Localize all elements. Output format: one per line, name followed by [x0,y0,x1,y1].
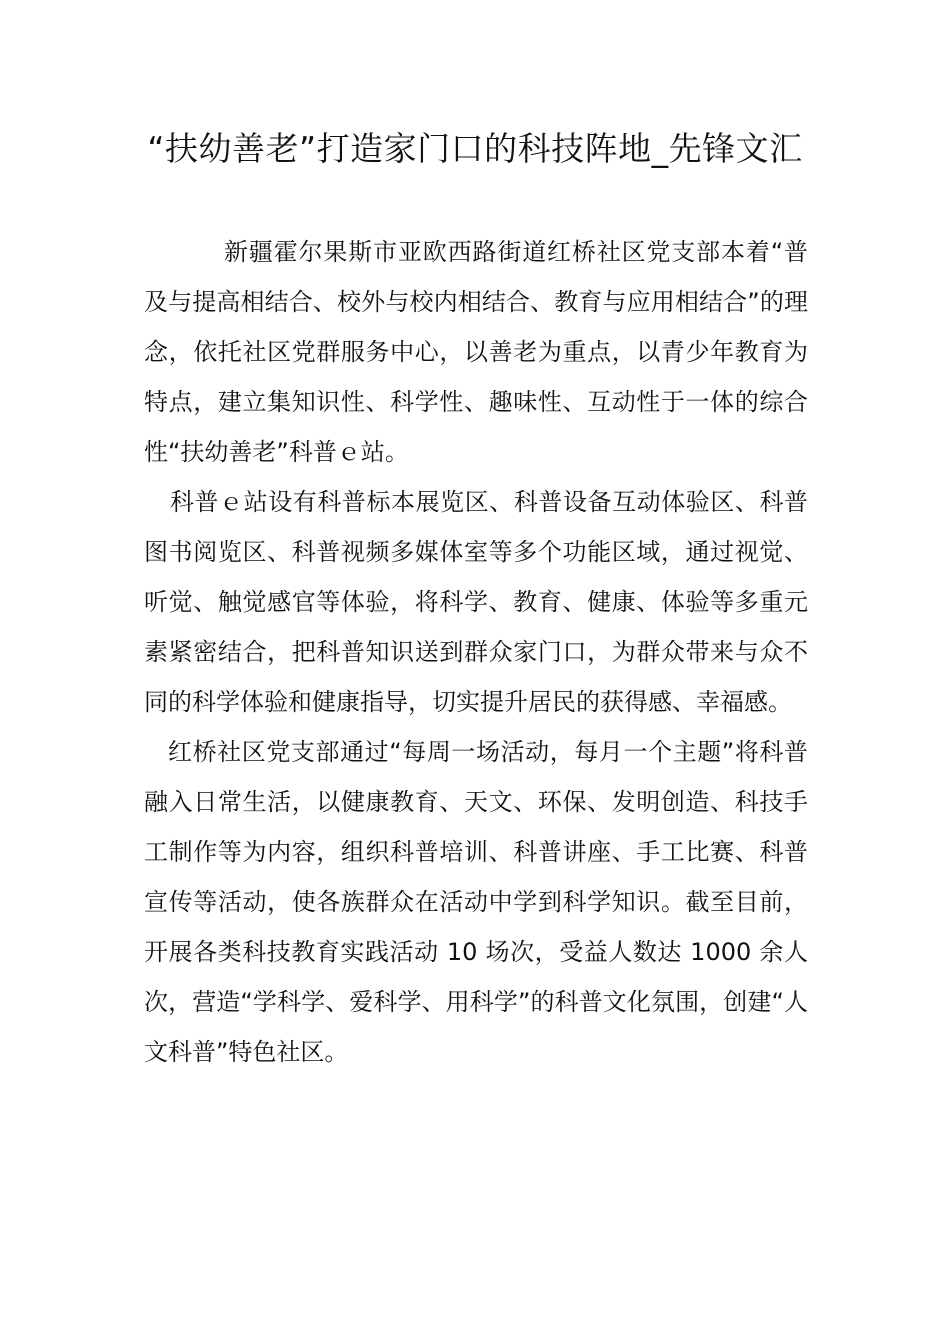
paragraph-activities: 红桥社区党支部通过“每周一场活动，每月一个主题”将科普融入日常生活，以健康教育、天文、环保、发明创造、科技手工制作等为内容，组织科普培训、科普讲座、手工比赛、科普宣传等活动，使各族群众在活动中学到科学知识。截至目前，开展各类科技教育实践活动 10 场次，受益人数达 1000 余人次，营造“学科学、爱科学、用科学”的科普文化氛围，创建“人文科普”特色社区。 [144,738,808,1066]
document-body [144,227,808,1077]
document-title: “扶幼善老”打造家门口的科技阵地_先锋文汇 [147,129,803,168]
paragraph-intro: 新疆霍尔果斯市亚欧西路街道红桥社区党支部本着“普及与提高相结合、校外与校内相结合、教育与应用相结合”的理念，依托社区党群服务中心，以善老为重点，以青少年教育为特点，建立集知识性、科学性、趣味性、互动性于一体的综合性“扶幼善老”科普ｅ站。 [144,238,808,466]
paragraph-station-areas: 科普ｅ站设有科普标本展览区、科普设备互动体验区、科普图书阅览区、科普视频多媒体室等多个功能区域，通过视觉、听觉、触觉感官等体验，将科学、教育、健康、体验等多重元素紧密结合，把科普知识送到群众家门口，为群众带来与众不同的科学体验和健康指导，切实提升居民的获得感、幸福感。 [144,488,808,716]
